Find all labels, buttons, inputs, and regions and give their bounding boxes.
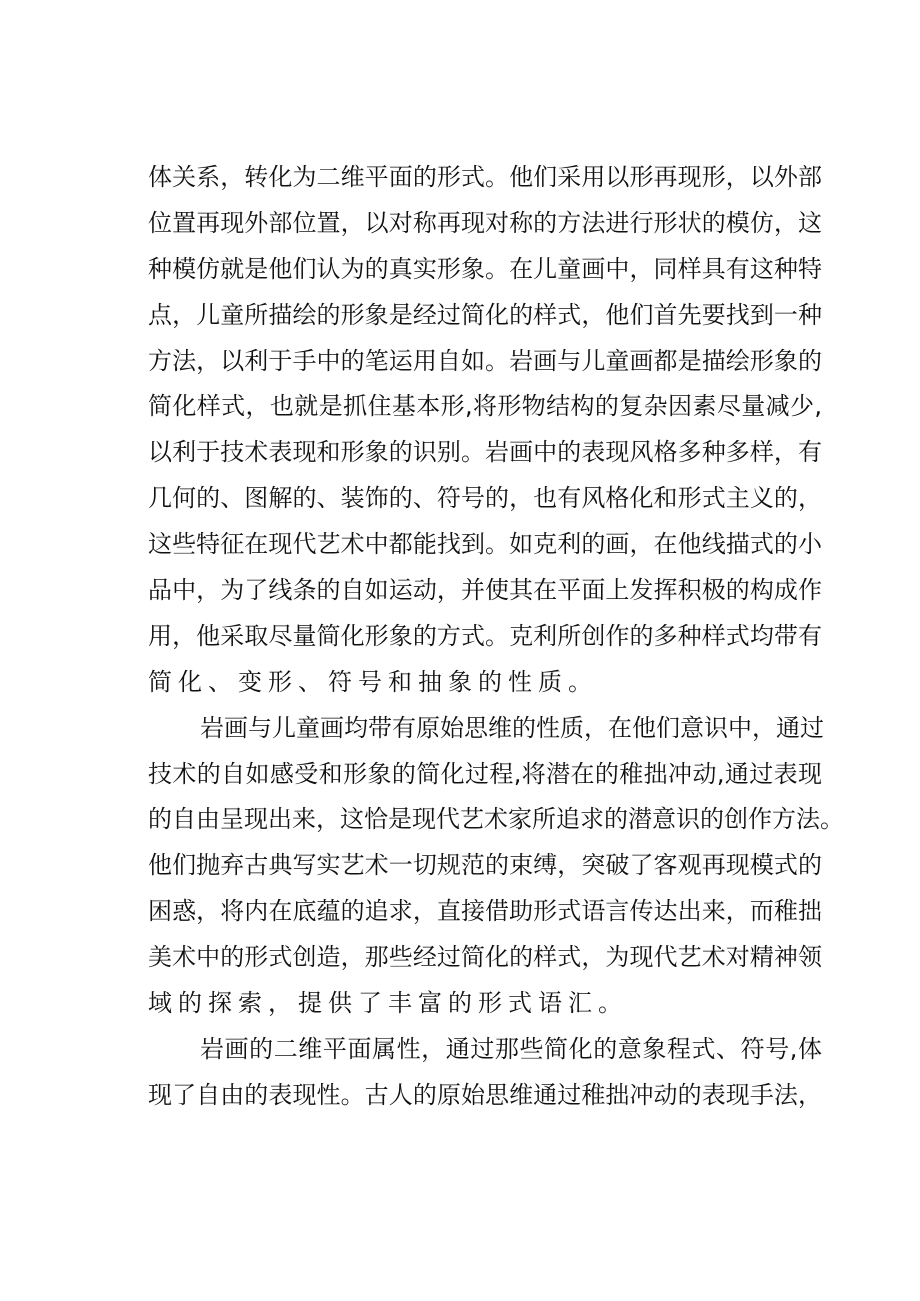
text-line: 种模仿就是他们认为的真实形象。在儿童画中，同样具有这种特: [148, 254, 822, 283]
text-line: 体关系，转化为二维平面的形式。他们采用以形再现形，以外部: [148, 163, 822, 191]
text-line: 的自由呈现出来，这恰是现代艺术家所追求的潜意识的创作方法。: [148, 805, 844, 834]
paragraph-end-line: 简化、变形、符号和抽象的性质。: [148, 667, 598, 696]
text-line: 技术的自如感受和形象的简化过程,将潜在的稚拙冲动,通过表现: [148, 759, 822, 788]
paragraph-start-line: 岩画与儿童画均带有原始思维的性质，在他们意识中，通过: [200, 713, 824, 742]
text-line: 现了自由的表现性。古人的原始思维通过稚拙冲动的表现手法，: [148, 1080, 822, 1109]
text-line: 点，儿童所描绘的形象是经过简化的样式，他们首先要找到一种: [148, 300, 822, 329]
text-line: 这些特征在现代艺术中都能找到。如克利的画，在他线描式的小: [148, 530, 822, 559]
text-line: 美术中的形式创造，那些经过简化的样式，为现代艺术对精神领: [148, 943, 822, 972]
text-line: 简化样式，也就是抓住基本形,将形物结构的复杂因素尽量减少,: [148, 392, 822, 421]
body-text: [148, 155, 844, 1119]
paragraph-start-line: 岩画的二维平面属性，通过那些简化的意象程式、符号,体: [200, 1034, 822, 1063]
text-line: 他们抛弃古典写实艺术一切规范的束缚，突破了客观再现模式的: [148, 851, 822, 880]
text-line: 用，他采取尽量简化形象的方式。克利所创作的多种样式均带有: [148, 621, 822, 650]
text-line: 方法，以利于手中的笔运用自如。岩画与儿童画都是描绘形象的: [148, 346, 822, 375]
text-line: 困惑，将内在底蕴的追求，直接借助形式语言传达出来，而稚拙: [148, 897, 822, 926]
text-line: 几何的、图解的、装饰的、符号的，也有风格化和形式主义的，: [148, 484, 822, 513]
text-line: 位置再现外部位置，以对称再现对称的方法进行形状的模仿，这: [148, 208, 822, 237]
text-line: 以利于技术表现和形象的识别。岩画中的表现风格多种多样，有: [148, 438, 822, 467]
paragraph-end-line: 域的探索，提供了丰富的形式语汇。: [148, 989, 628, 1018]
text-line: 品中，为了线条的自如运动，并使其在平面上发挥积极的构成作: [148, 576, 822, 605]
